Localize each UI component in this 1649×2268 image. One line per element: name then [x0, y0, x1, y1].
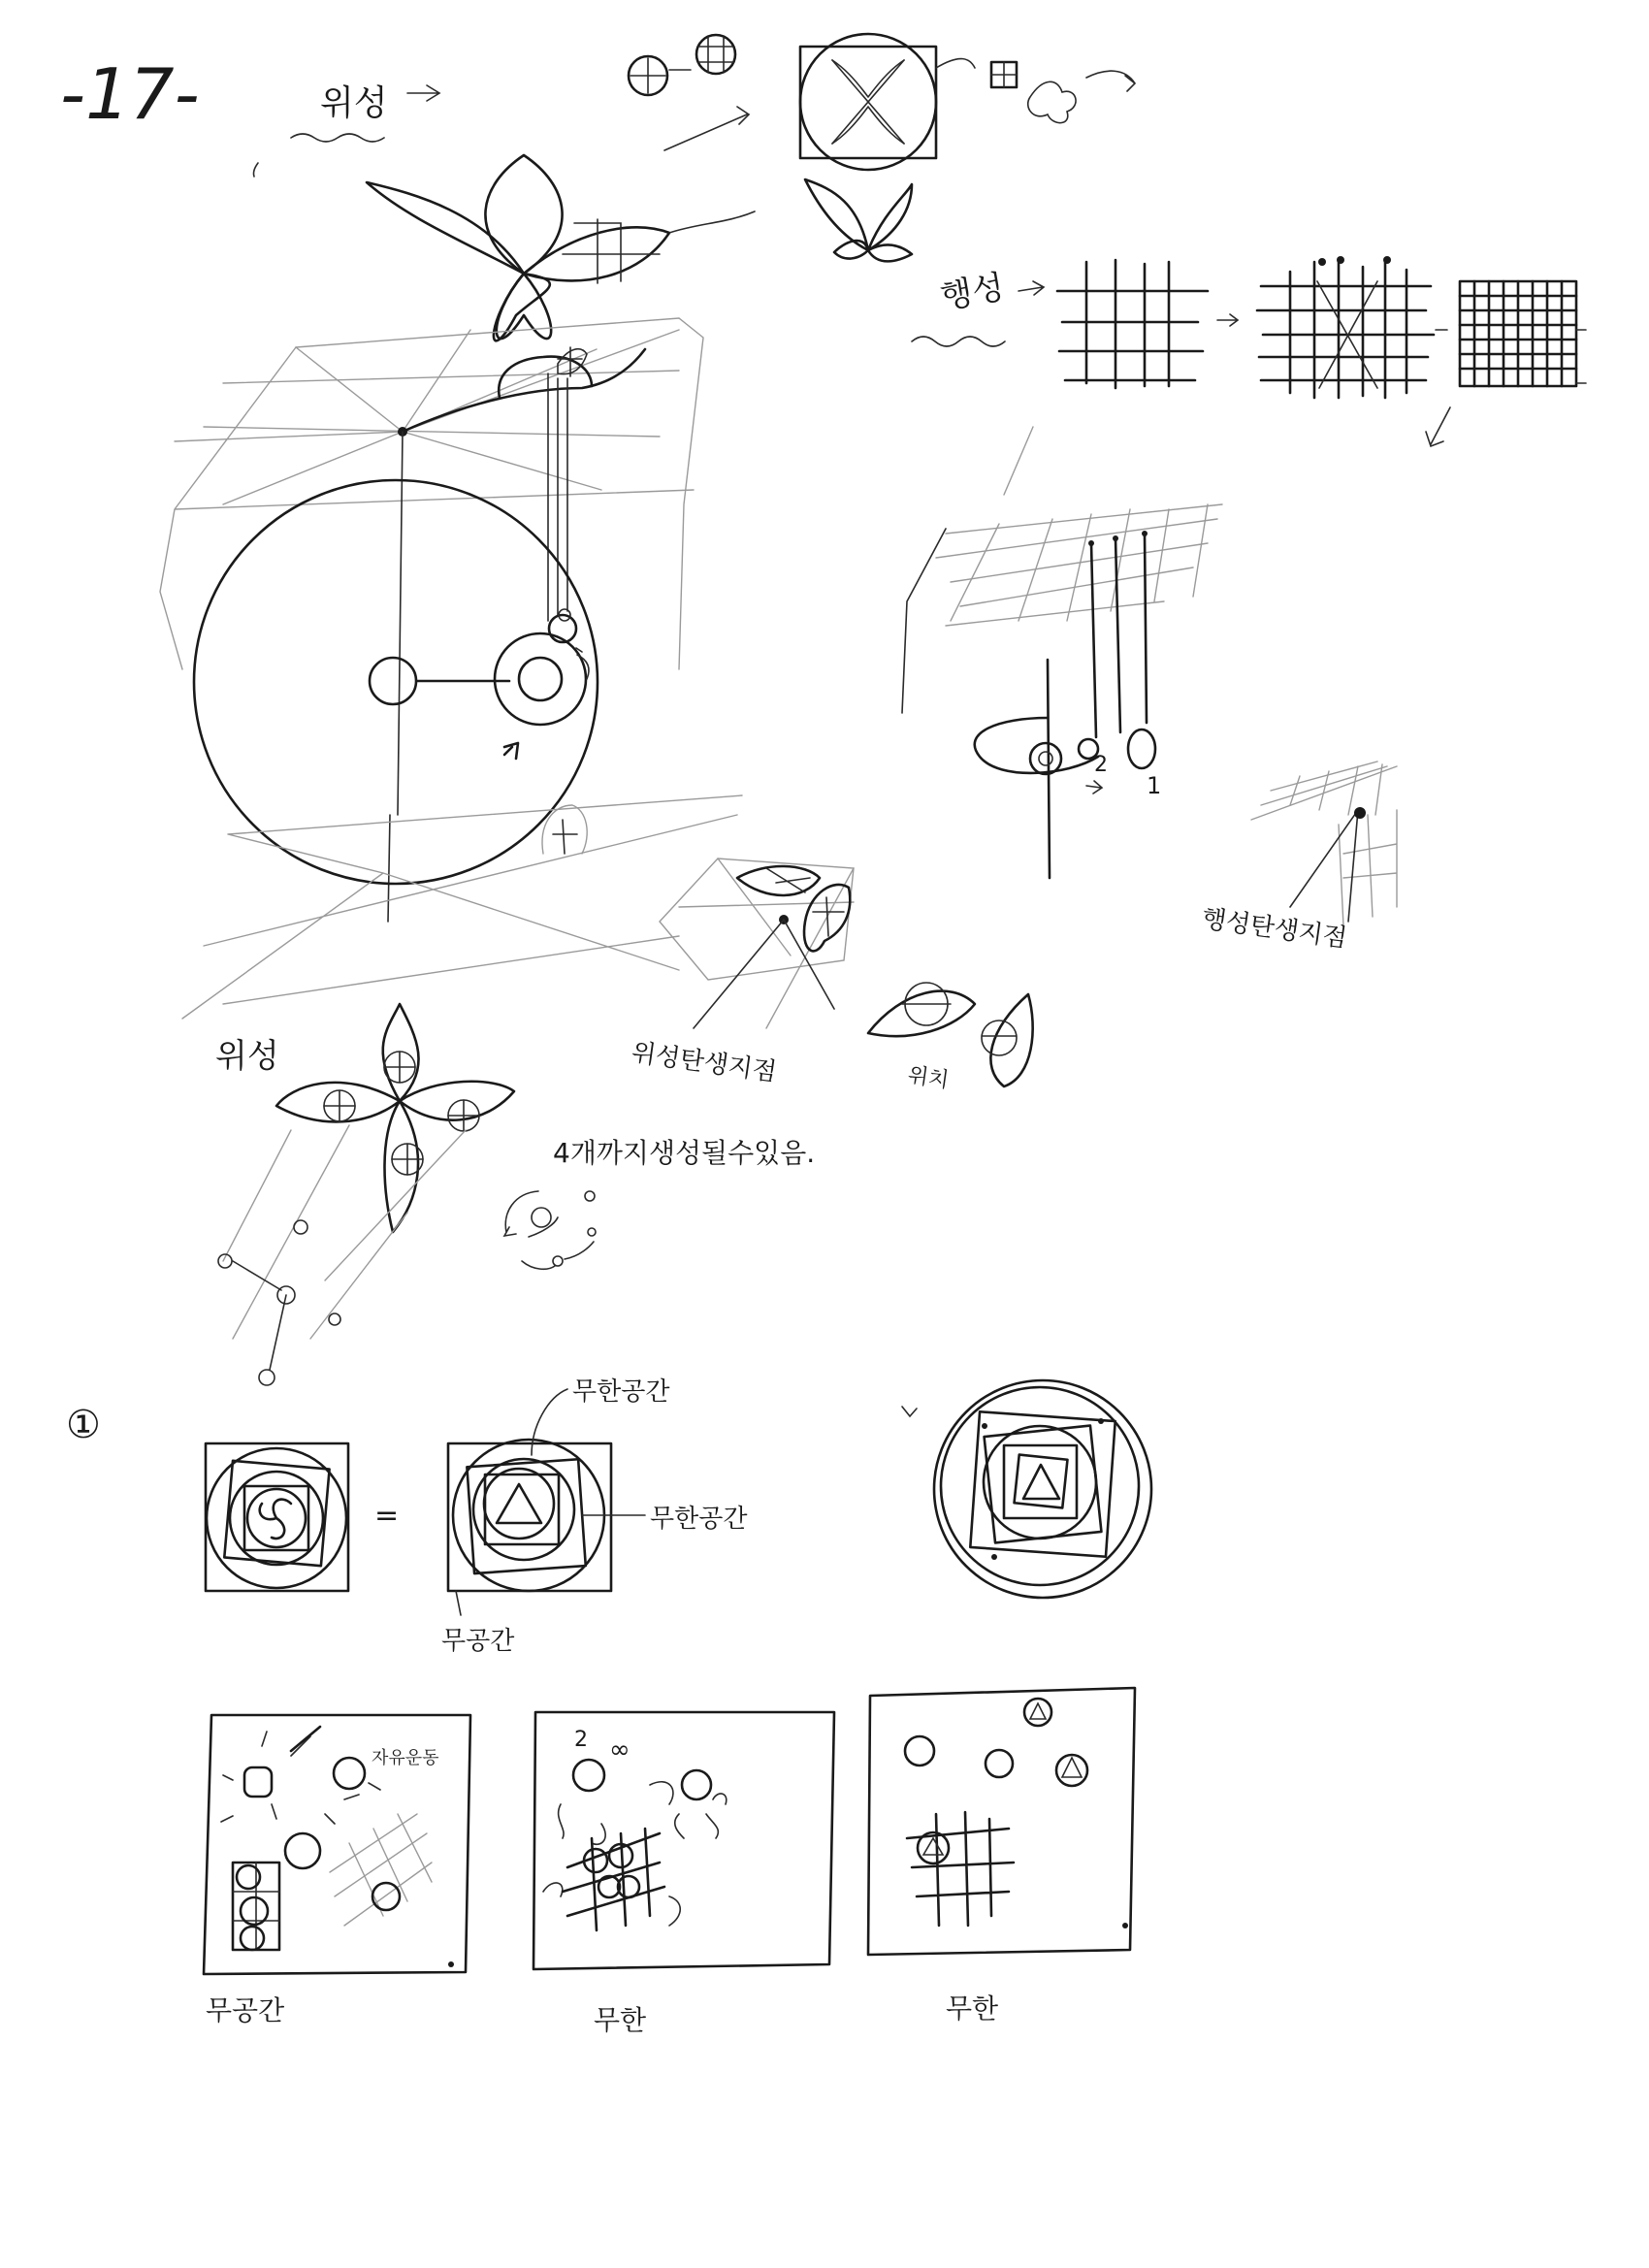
- satellite-label-top: [254, 83, 440, 177]
- position-label: 위치: [906, 1063, 951, 1093]
- planet-grid-3: [1426, 281, 1586, 446]
- two-mark: 2: [574, 1728, 588, 1752]
- position-sketch: [868, 983, 1033, 1093]
- small-butterfly-flower: [805, 179, 912, 261]
- panel-infinite-1: [534, 1712, 834, 2036]
- satellite-fourleaf: [215, 1004, 514, 1385]
- orbit-mark-1: 1: [1147, 772, 1162, 799]
- equals-sign: =: [374, 1499, 400, 1533]
- planet-orbit-diagram: [902, 427, 1222, 878]
- satellite-lower-label: 위성: [215, 1037, 279, 1076]
- panel-caption-2: 무한: [594, 2004, 647, 2036]
- infinite-space-label: 무한공간: [572, 1377, 670, 1407]
- flower-in-square: [800, 34, 1135, 170]
- panel-infinite-2: [868, 1688, 1135, 2025]
- panel-no-space: [204, 1715, 470, 2026]
- panel-caption-1: 무공간: [206, 1994, 285, 2026]
- orbit-perspective-diagram: [160, 318, 742, 1019]
- satellite-flower-top: [367, 107, 755, 340]
- page-number: -17-: [60, 53, 200, 135]
- satellite-label-text: 위성: [320, 83, 388, 123]
- no-space-label: 무공간: [441, 1627, 515, 1656]
- section-one-marker: ①: [66, 1403, 101, 1447]
- circle-nest: [902, 1380, 1151, 1598]
- planet-label-text: 행성: [937, 268, 1008, 317]
- four-generation-note: [504, 1137, 815, 1269]
- free-move-label: 자유운동: [372, 1748, 439, 1768]
- four-generation-text: 4개까지생성될수있음.: [553, 1137, 816, 1169]
- spiral-nest: [206, 1443, 348, 1591]
- small-circle-glyphs: [629, 35, 735, 95]
- infinity-mark: ∞: [609, 1735, 630, 1765]
- orbit-mark-2a: 2: [1094, 753, 1108, 777]
- planet-birth-point-label: 행성탄생지점: [1200, 904, 1349, 954]
- space-label: 무한공간: [650, 1505, 748, 1534]
- satellite-birth-point: [630, 859, 854, 1087]
- planet-grid-1: [1057, 260, 1208, 388]
- planet-grid-2: [1257, 256, 1434, 398]
- planet-label: [912, 268, 1044, 346]
- triangle-nest: [441, 1377, 747, 1656]
- planet-birth-point: [1200, 761, 1397, 954]
- satellite-birth-point-label: 위성탄생지점: [630, 1038, 779, 1087]
- panel-caption-3: 무한: [946, 1993, 999, 2025]
